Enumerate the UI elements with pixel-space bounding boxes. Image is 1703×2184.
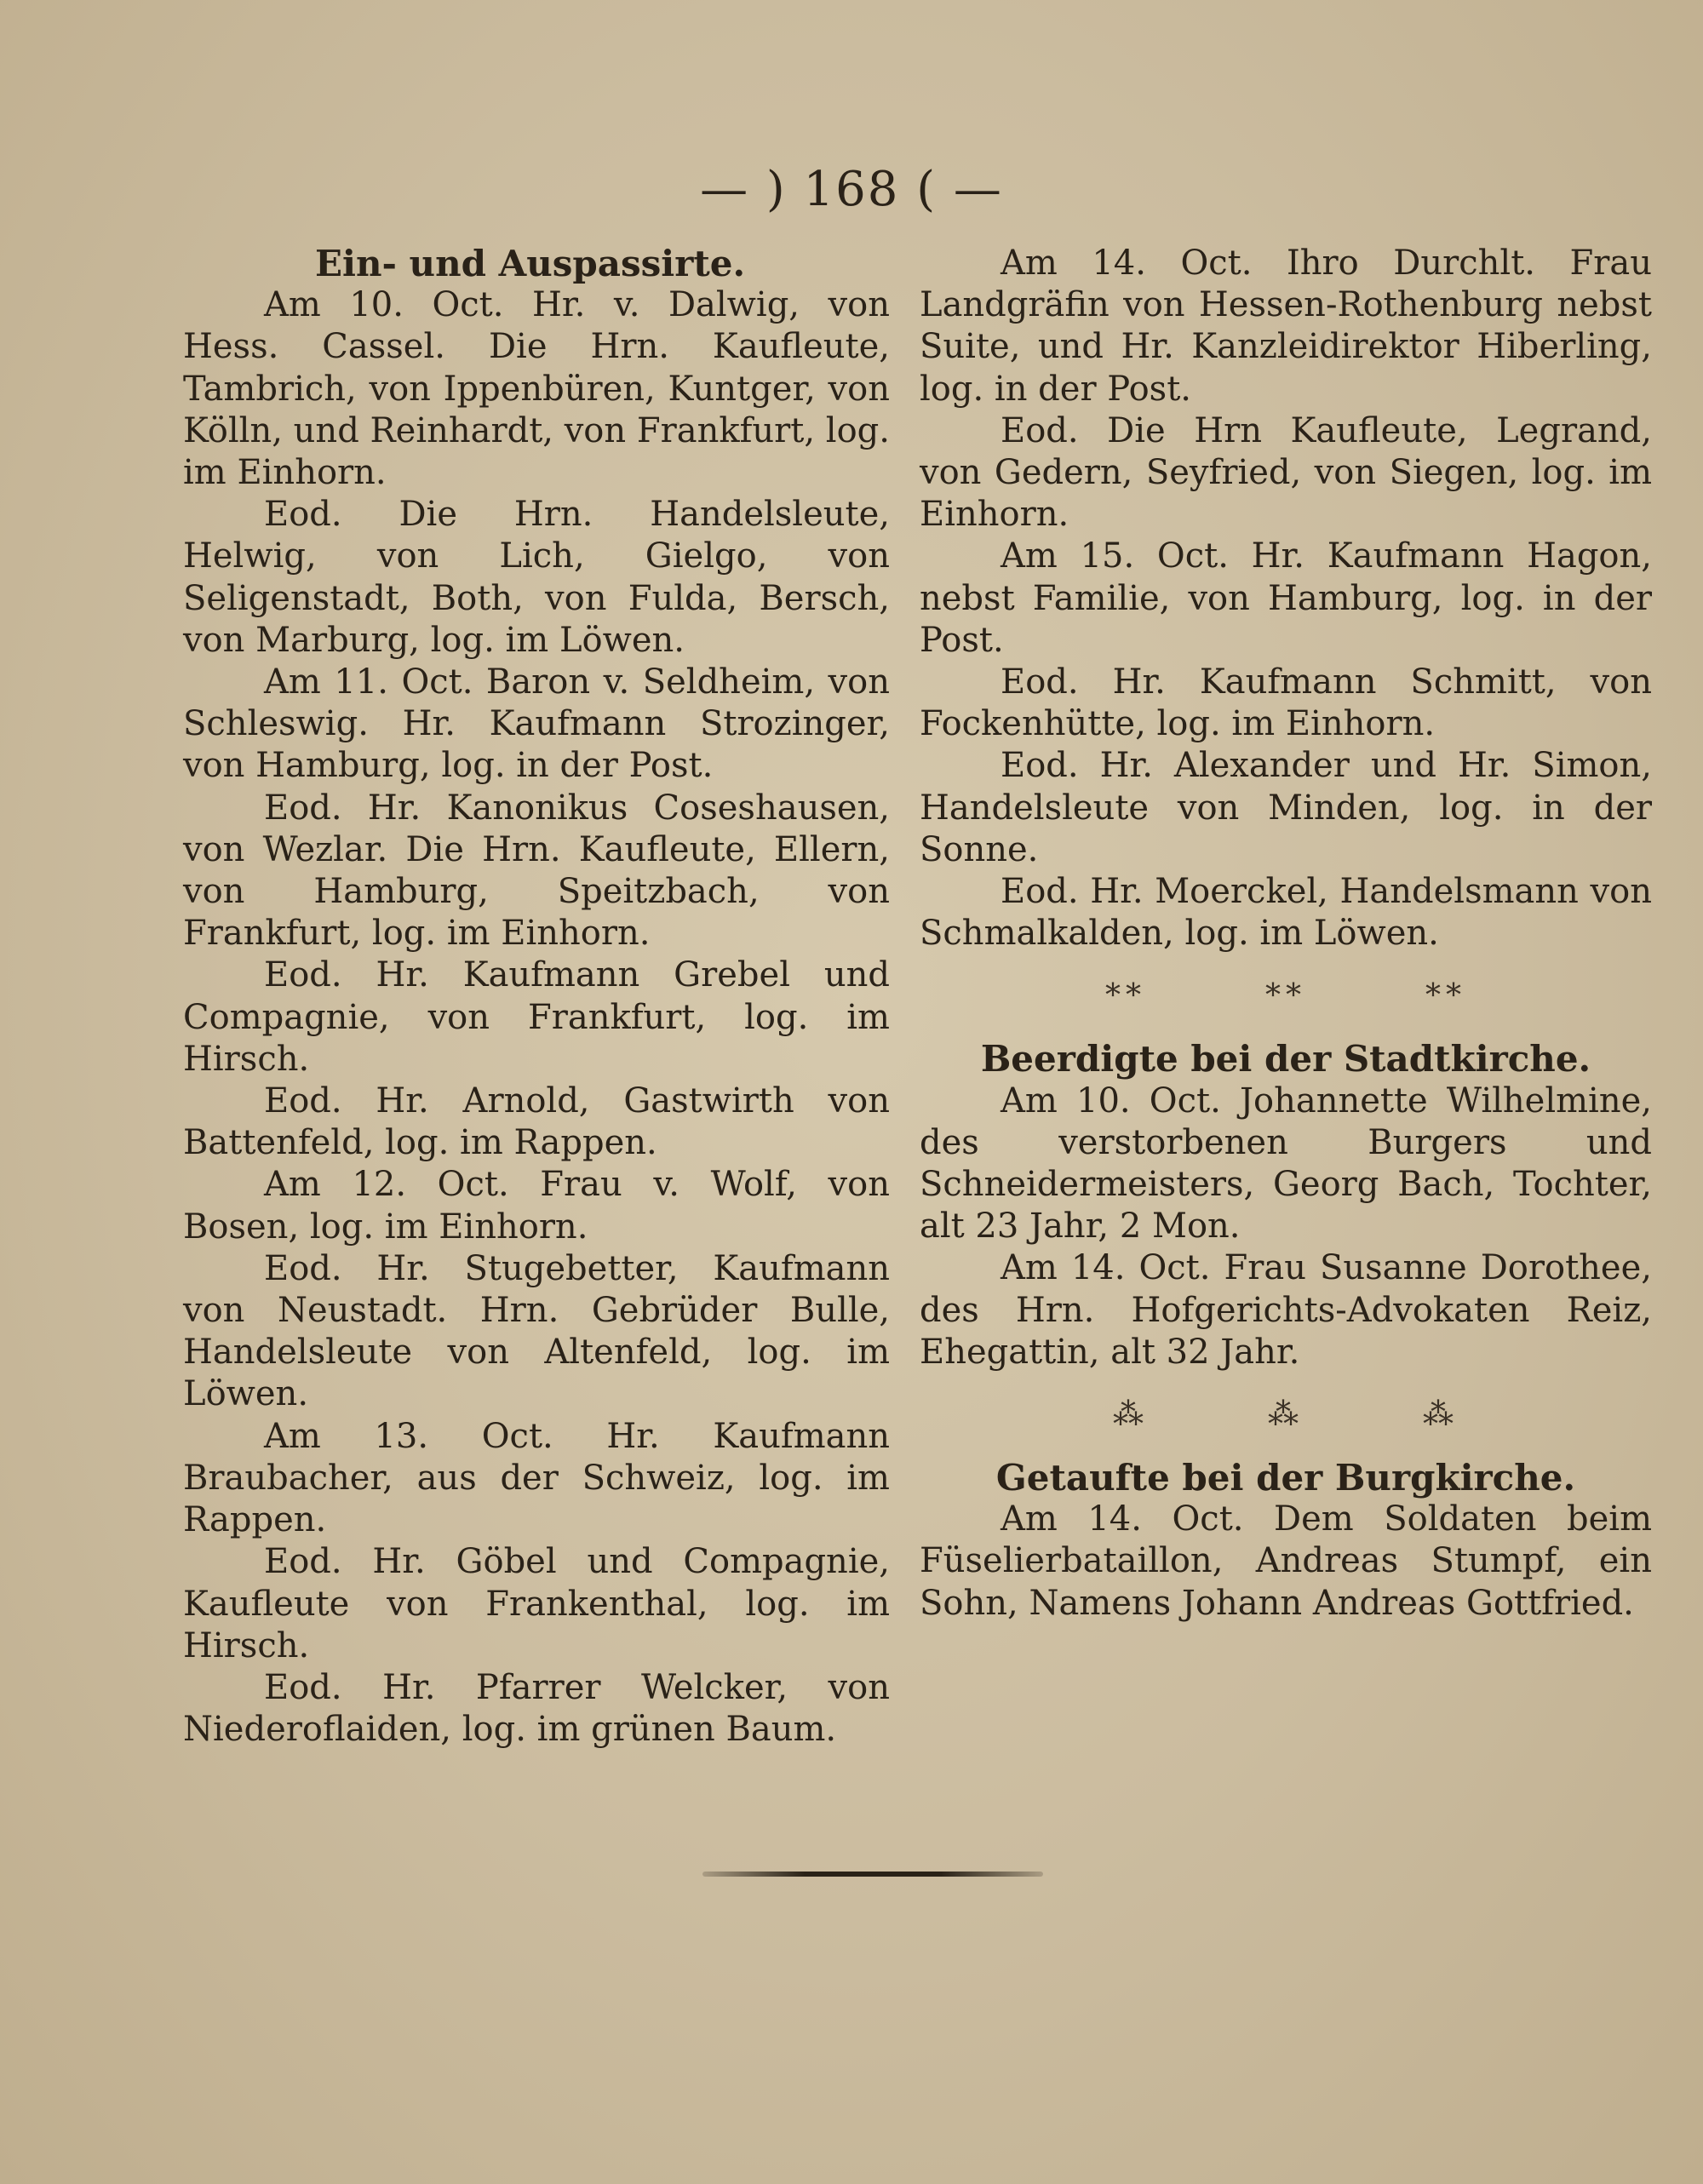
entry-paragraph: Eod. Hr. Kaufmann Grebel und Compagnie, von Frankfurt, log. im Hirsch.: [183, 955, 890, 1079]
page-number: — ) 168 ( —: [700, 162, 1003, 217]
entry-paragraph: Eod. Hr. Kanonikus Coseshausen, von Wezlar. Die Hrn. Kaufleute, Ellern, von Hamburg, Speitzbach, von Frankfurt, log. im Einhorn.: [183, 788, 890, 954]
entry-paragraph: Am 14. Oct. Dem Soldaten beim Füselierbataillon, Andreas Stumpf, ein Sohn, Namens Johann Andreas Gottfried.: [920, 1499, 1652, 1623]
entry-paragraph: Am 15. Oct. Hr. Kaufmann Hagon, nebst Familie, von Hamburg, log. in der Post.: [920, 536, 1652, 660]
entry-paragraph: Eod. Die Hrn. Handelsleute, Helwig, von Lich, Gielgo, von Seligenstadt, Both, von Fulda, Bersch, von Marburg, log. im Löwen.: [183, 495, 890, 660]
right-column: [920, 243, 1652, 1625]
ornament-mark: ⁂: [1423, 1397, 1459, 1433]
entry-paragraph: Am 11. Oct. Baron v. Seldheim, von Schleswig. Hr. Kaufmann Strozinger, von Hamburg, log. in der Post.: [183, 662, 890, 786]
entry-paragraph: Am 14. Oct. Frau Susanne Dorothee, des Hrn. Hofgerichts-Advokaten Reiz, Ehegattin, alt 32 Jahr.: [920, 1248, 1652, 1372]
closing-rule: [702, 1872, 1043, 1877]
asterism-ornament: [920, 954, 1652, 1038]
section-heading-arrivals: Ein- und Auspassirte.: [315, 243, 746, 284]
entry-paragraph: Eod. Hr. Stugebetter, Kaufmann von Neustadt. Hrn. Gebrüder Bulle, Handelsleute von Altenfeld, log. im Löwen.: [183, 1248, 890, 1414]
entry-paragraph: Eod. Hr. Pfarrer Welcker, von Niederoflaiden, log. im grünen Baum.: [183, 1667, 890, 1750]
entry-paragraph: Eod. Hr. Moerckel, Handelsmann von Schmalkalden, log. im Löwen.: [920, 872, 1652, 954]
entry-paragraph: Am 10. Oct. Hr. v. Dalwig, von Hess. Cassel. Die Hrn. Kaufleute, Tambrich, von Ippenbüren, Kuntger, von Kölln, und Reinhardt, von Frankfurt, log. im Einhorn.: [183, 285, 890, 493]
entry-paragraph: Am 10. Oct. Johannette Wilhelmine, des verstorbenen Burgers und Schneidermeisters, Georg Bach, Tochter, alt 23 Jahr, 2 Mon.: [920, 1081, 1652, 1247]
entry-paragraph: Am 12. Oct. Frau v. Wolf, von Bosen, log. im Einhorn.: [183, 1165, 890, 1247]
asterism-mark: **: [1265, 978, 1306, 1014]
entry-paragraph: Eod. Hr. Göbel und Compagnie, Kaufleute von Frankenthal, log. im Hirsch.: [183, 1542, 890, 1665]
entry-paragraph: Am 13. Oct. Hr. Kaufmann Braubacher, aus der Schweiz, log. im Rappen.: [183, 1416, 890, 1540]
entry-paragraph: Am 14. Oct. Ihro Durchlt. Frau Landgräfin von Hessen-Rothenburg nebst Suite, und Hr. Kanzleidirektor Hiberling, log. in der Post.: [920, 244, 1652, 409]
asterism-mark: **: [1105, 978, 1146, 1014]
section-heading-burials: Beerdigte bei der Stadtkirche.: [980, 1038, 1591, 1081]
entry-paragraph: Eod. Hr. Alexander und Hr. Simon, Handelsleute von Minden, log. in der Sonne.: [920, 746, 1652, 869]
entry-paragraph: Eod. Hr. Arnold, Gastwirth von Battenfeld, log. im Rappen.: [183, 1081, 890, 1163]
section-heading-baptisms: Getaufte bei der Burgkirche.: [995, 1457, 1576, 1499]
entry-paragraph: Eod. Die Hrn Kaufleute, Legrand, von Gedern, Seyfried, von Siegen, log. im Einhorn.: [920, 410, 1652, 535]
flower-ornament: [920, 1373, 1652, 1457]
ornament-mark: ⁂: [1113, 1397, 1149, 1433]
ornament-mark: ⁂: [1268, 1397, 1304, 1433]
entry-paragraph: Eod. Hr. Kaufmann Schmitt, von Fockenhütte, log. im Einhorn.: [920, 662, 1652, 744]
asterism-mark: **: [1425, 978, 1466, 1014]
left-column: [183, 243, 890, 1751]
